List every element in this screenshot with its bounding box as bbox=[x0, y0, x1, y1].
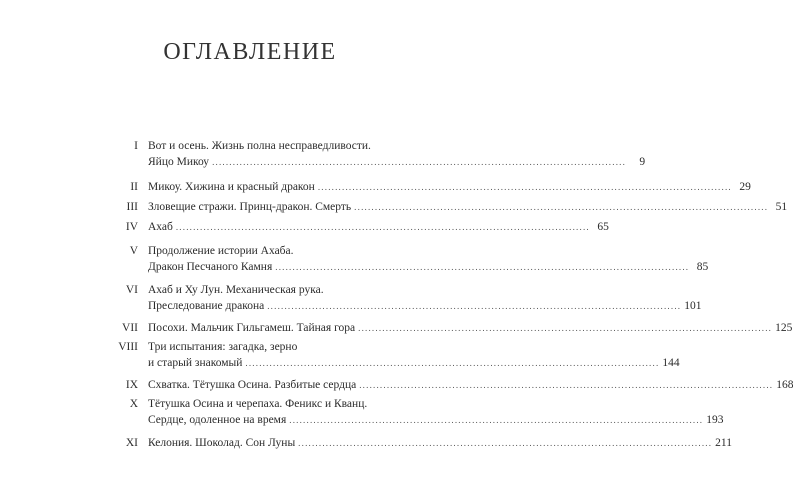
chapter-number: VI bbox=[125, 284, 138, 296]
chapter-title-text: Микоу. Хижина и красный дракон bbox=[148, 181, 315, 193]
dot-leader: ........................................................................................................................ bbox=[298, 438, 713, 448]
chapter-title-text: и старый знакомый bbox=[148, 357, 243, 369]
dot-leader: ........................................................................................................................ bbox=[275, 262, 690, 272]
chapter-title-last-line bbox=[148, 298, 702, 314]
chapter-number: VIII bbox=[118, 341, 138, 353]
chapter-title-text: Келония. Шоколад. Сон Луны bbox=[148, 437, 296, 449]
chapter-number: V bbox=[129, 245, 138, 257]
chapter-title-last-line bbox=[148, 435, 732, 451]
chapter-title-last-line bbox=[148, 219, 609, 235]
chapter-title-text: Дракон Песчаного Камня bbox=[148, 261, 273, 273]
dot-leader: ........................................................................................................................ bbox=[317, 182, 732, 192]
chapter-title-last-line bbox=[148, 179, 751, 195]
chapter-number: IX bbox=[125, 379, 138, 391]
chapter-number: VII bbox=[122, 322, 138, 334]
chapter-number: I bbox=[134, 140, 138, 152]
dot-leader: ........................................................................................................................ bbox=[175, 222, 590, 232]
dot-leader: ........................................................................................................................ bbox=[267, 301, 682, 311]
page-number: 29 bbox=[739, 181, 751, 193]
chapter-number: III bbox=[126, 201, 138, 213]
chapter-title-last-line bbox=[148, 412, 724, 428]
chapter-number: XI bbox=[125, 437, 138, 449]
chapter-title-line: Вот и осень. Жизнь полна несправедливости. bbox=[148, 140, 371, 152]
dot-leader: ........................................................................................................................ bbox=[354, 202, 769, 212]
chapter-title-last-line bbox=[148, 259, 709, 275]
chapter-title-line: Тётушка Осина и черепаха. Феникс и Кванц. bbox=[148, 398, 368, 410]
page-number: 168 bbox=[776, 379, 793, 391]
dot-leader: ........................................................................................................................ bbox=[359, 380, 774, 390]
chapter-title-line: Продолжение истории Ахаба. bbox=[148, 245, 294, 257]
dot-leader: ........................................................................................................................ bbox=[245, 358, 660, 368]
chapter-title-last-line bbox=[148, 199, 788, 215]
chapter-title-last-line bbox=[148, 320, 793, 336]
chapter-title-last-line bbox=[148, 154, 646, 170]
dot-leader: ........................................................................................................................ bbox=[212, 157, 627, 167]
page-number: 9 bbox=[639, 156, 646, 168]
chapter-title-line: Три испытания: загадка, зерно bbox=[148, 341, 298, 353]
page-number: 65 bbox=[597, 221, 609, 233]
chapter-number: IV bbox=[125, 221, 138, 233]
dot-leader: ........................................................................................................................ bbox=[358, 323, 773, 333]
page-number: 85 bbox=[696, 261, 709, 273]
chapter-number: X bbox=[129, 398, 138, 410]
chapter-title-last-line bbox=[148, 355, 680, 371]
page-number: 51 bbox=[775, 201, 788, 213]
page-number: 144 bbox=[662, 357, 680, 369]
chapter-title-text: Схватка. Тётушка Осина. Разбитые сердца bbox=[148, 379, 357, 391]
chapter-title-text: Сердце, одоленное на время bbox=[148, 414, 287, 426]
chapter-title-text: Зловещие стражи. Принц-дракон. Смерть bbox=[148, 201, 352, 213]
chapter-title-line: Ахаб и Ху Лун. Механическая рука. bbox=[148, 284, 324, 296]
page-number: 125 bbox=[775, 322, 793, 334]
chapter-title-text: Ахаб bbox=[148, 221, 173, 233]
page-number: 193 bbox=[706, 414, 724, 426]
chapter-number: II bbox=[130, 181, 138, 193]
chapter-title-last-line bbox=[148, 377, 793, 393]
chapter-title-text: Посохи. Мальчик Гильгамеш. Тайная гора bbox=[148, 322, 356, 334]
dot-leader: ........................................................................................................................ bbox=[289, 415, 704, 425]
chapter-title-text: Яйцо Микоу bbox=[148, 156, 210, 168]
page-title: ОГЛАВЛЕНИЕ bbox=[163, 39, 337, 65]
page-number: 101 bbox=[684, 300, 702, 312]
chapter-title-text: Преследование дракона bbox=[148, 300, 265, 312]
page-number: 211 bbox=[715, 437, 732, 449]
